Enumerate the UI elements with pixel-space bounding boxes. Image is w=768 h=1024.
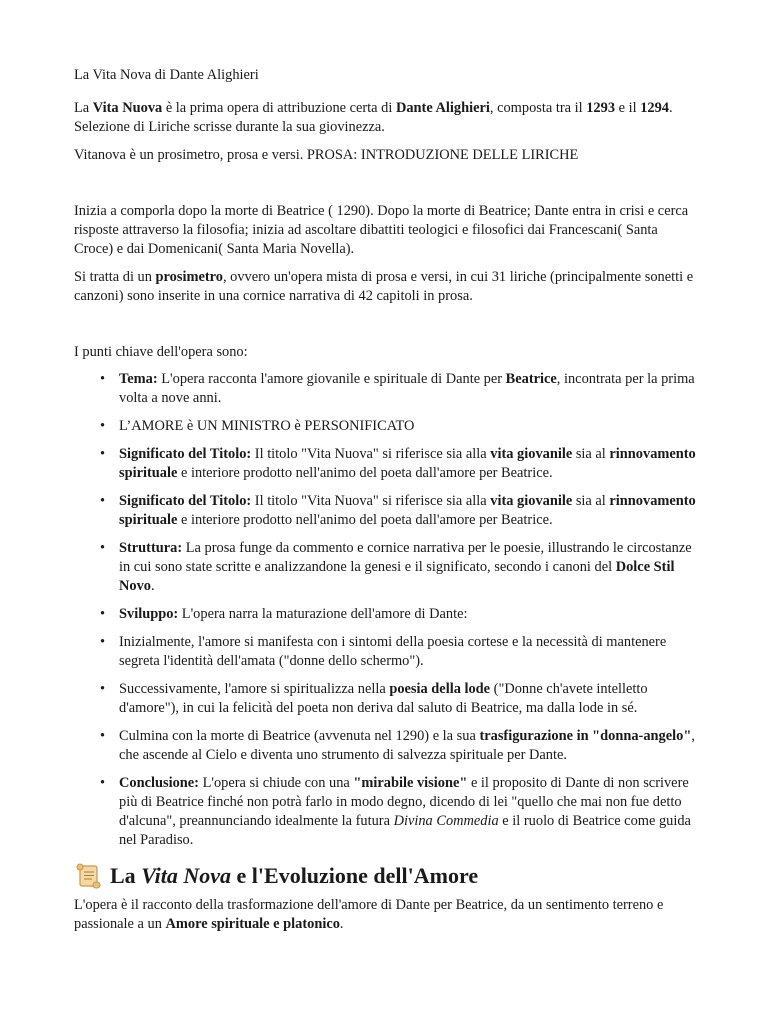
text-run: e il proposito di Dante di non scrivere più di Beatrice finché non potrà farlo in modo degno, dicendo di lei "quello che mai non fue detto d'alcuna", preannunciando idealmente la futura: [119, 775, 689, 829]
bullet-icon: •: [100, 371, 106, 387]
bold-text: Conclusione:: [119, 775, 199, 791]
section-paragraph: [74, 896, 698, 934]
text-run: e il ruolo di Beatrice come guida nel Paradiso.: [119, 813, 691, 848]
bold-text: rinnovamento spirituale: [119, 493, 696, 528]
text-run: Si tratta di un: [74, 269, 156, 285]
key-point: [74, 417, 698, 436]
bullet-icon: •: [100, 540, 106, 556]
section-heading: [74, 862, 698, 890]
key-point: [74, 539, 698, 596]
bullet-icon: •: [100, 728, 106, 744]
text-run: e interiore prodotto nell'animo del poeta dall'amore per Beatrice.: [177, 465, 553, 481]
bullet-icon: •: [100, 775, 106, 791]
section-heading-text: [110, 862, 478, 890]
bold-text: "mirabile visione": [353, 775, 468, 791]
text-run: La: [74, 100, 93, 116]
bullet-icon: •: [100, 634, 106, 650]
key-point: [74, 680, 698, 718]
text-run: Culmina con la morte di Beatrice (avvenuta nel 1290) e la sua: [119, 728, 480, 744]
key-point-text: [119, 681, 648, 716]
bold-text: Significato del Titolo:: [119, 493, 252, 509]
scroll-icon: [74, 863, 102, 889]
bullet-icon: •: [100, 681, 106, 697]
bullet-icon: •: [100, 446, 106, 462]
text-run: La: [110, 863, 142, 888]
key-point: [74, 727, 698, 765]
prosimetro-definition: [74, 268, 698, 306]
key-points-list: [74, 370, 698, 850]
origin-paragraph: Inizia a comporla dopo la morte di Beatrice ( 1290). Dopo la morte di Beatrice; Dante entra in crisi e cerca risposte attraverso la filosofia; inizia ad ascoltare dibattiti teologici e filosofici dai Francescani( Santa Croce) e dai Domenicani( Santa Maria Novella).: [74, 203, 689, 257]
bold-text: Dante Alighieri: [395, 100, 490, 116]
key-point: [74, 774, 698, 850]
key-point-text: [119, 493, 696, 528]
text-run: e interiore prodotto nell'animo del poeta dall'amore per Beatrice.: [177, 512, 553, 528]
key-point-text: [119, 446, 696, 481]
text-run: e l'Evoluzione dell'Amore: [231, 863, 479, 888]
bold-text: 1293: [586, 100, 616, 116]
key-point-text: [119, 634, 666, 669]
bold-text: poesia della lode: [389, 681, 491, 697]
text-run: La prosa funge da commento e cornice narrativa per le poesie, illustrando le circostanze in cui sono state scritte e analizzandone la genesi e il significato, secondo i canoni del: [119, 540, 692, 575]
key-point: [74, 633, 698, 671]
key-point-text: [119, 418, 414, 434]
key-point-text: [119, 775, 691, 848]
key-point-text: [119, 728, 695, 763]
bold-text: vita giovanile: [490, 493, 573, 509]
intro-paragraph: [74, 99, 698, 137]
bold-text: Amore spirituale e platonico: [165, 916, 340, 932]
text-run: , incontrata per la prima volta a nove anni.: [119, 371, 695, 406]
text-run: Successivamente, l'amore si spiritualizza nella: [119, 681, 390, 697]
text-run: , composta tra il: [489, 100, 587, 116]
text-run: L'opera è il racconto della trasformazione dell'amore di Dante per Beatrice, da un sentimento terreno e passionale a un: [74, 897, 664, 932]
bold-text: trasfigurazione in "donna-angelo": [479, 728, 692, 744]
key-point-text: [119, 606, 467, 622]
text-run: L'opera racconta l'amore giovanile e spirituale di Dante per: [157, 371, 506, 387]
text-run: e il: [615, 100, 641, 116]
bold-text: Tema:: [119, 371, 158, 387]
text-run: Inizialmente, l'amore si manifesta con i sintomi della poesia cortese e la necessità di mantenere segreta l'identità dell'amata ("donne dello schermo").: [119, 634, 667, 669]
key-point: [74, 370, 698, 408]
document-body: [74, 66, 698, 934]
text-run: . Selezione di Liriche scrisse durante la sua giovinezza.: [74, 100, 673, 135]
bullet-icon: •: [100, 606, 106, 622]
key-point: [74, 492, 698, 530]
text-run: , che ascende al Cielo e diventa uno strumento di salvezza spirituale per Dante.: [119, 728, 695, 763]
bold-text: 1294: [640, 100, 669, 116]
text-run: Il titolo "Vita Nuova" si riferisce sia alla: [251, 493, 491, 509]
key-point-text: [119, 371, 695, 406]
bold-text: Dolce Stil Novo: [119, 559, 675, 594]
key-point: [74, 605, 698, 624]
italic-text: Divina Commedia: [393, 813, 499, 829]
bold-text: prosimetro: [155, 269, 223, 285]
bold-text: Significato del Titolo:: [119, 446, 252, 462]
bold-text: Struttura:: [119, 540, 183, 556]
bullet-icon: •: [100, 493, 106, 509]
text-run: .: [339, 916, 344, 932]
text-run: L'opera si chiude con una: [198, 775, 354, 791]
text-run: sia al: [572, 493, 610, 509]
bold-text: rinnovamento spirituale: [119, 446, 696, 481]
key-point-text: [119, 540, 692, 594]
bullet-icon: •: [100, 418, 106, 434]
text-run: ("Donne ch'avete intelletto d'amore"), in cui la felicità del poeta non deriva dal saluto di Beatrice, ma dalla lode in sé.: [119, 681, 648, 716]
text-run: è la prima opera di attribuzione certa di: [162, 100, 396, 116]
points-intro: I punti chiave dell'opera sono:: [74, 344, 248, 360]
bold-text: Vita Nuova: [92, 100, 163, 116]
bold-text: vita giovanile: [490, 446, 573, 462]
spacer: [74, 315, 698, 343]
text-run: sia al: [572, 446, 610, 462]
spacer: [74, 174, 698, 202]
bold-text: Sviluppo:: [119, 606, 179, 622]
text-run: .: [150, 578, 155, 594]
key-point: [74, 445, 698, 483]
text-run: L’AMORE è UN MINISTRO è PERSONIFICATO: [119, 418, 415, 434]
text-run: Il titolo "Vita Nuova" si riferisce sia alla: [251, 446, 491, 462]
text-run: L'opera narra la maturazione dell'amore di Dante:: [178, 606, 468, 622]
document-title: La Vita Nova di Dante Alighieri: [74, 67, 259, 83]
bold-text: Beatrice: [505, 371, 557, 387]
italic-text: Vita Nova: [141, 863, 232, 888]
text-run: , ovvero un'opera mista di prosa e versi, in cui 31 liriche (principalmente sonetti e canzoni) sono inserite in una cornice narrativa di 42 capitoli in prosa.: [74, 269, 694, 304]
prosimetro-line: Vitanova è un prosimetro, prosa e versi. PROSA: INTRODUZIONE DELLE LIRICHE: [74, 147, 579, 163]
